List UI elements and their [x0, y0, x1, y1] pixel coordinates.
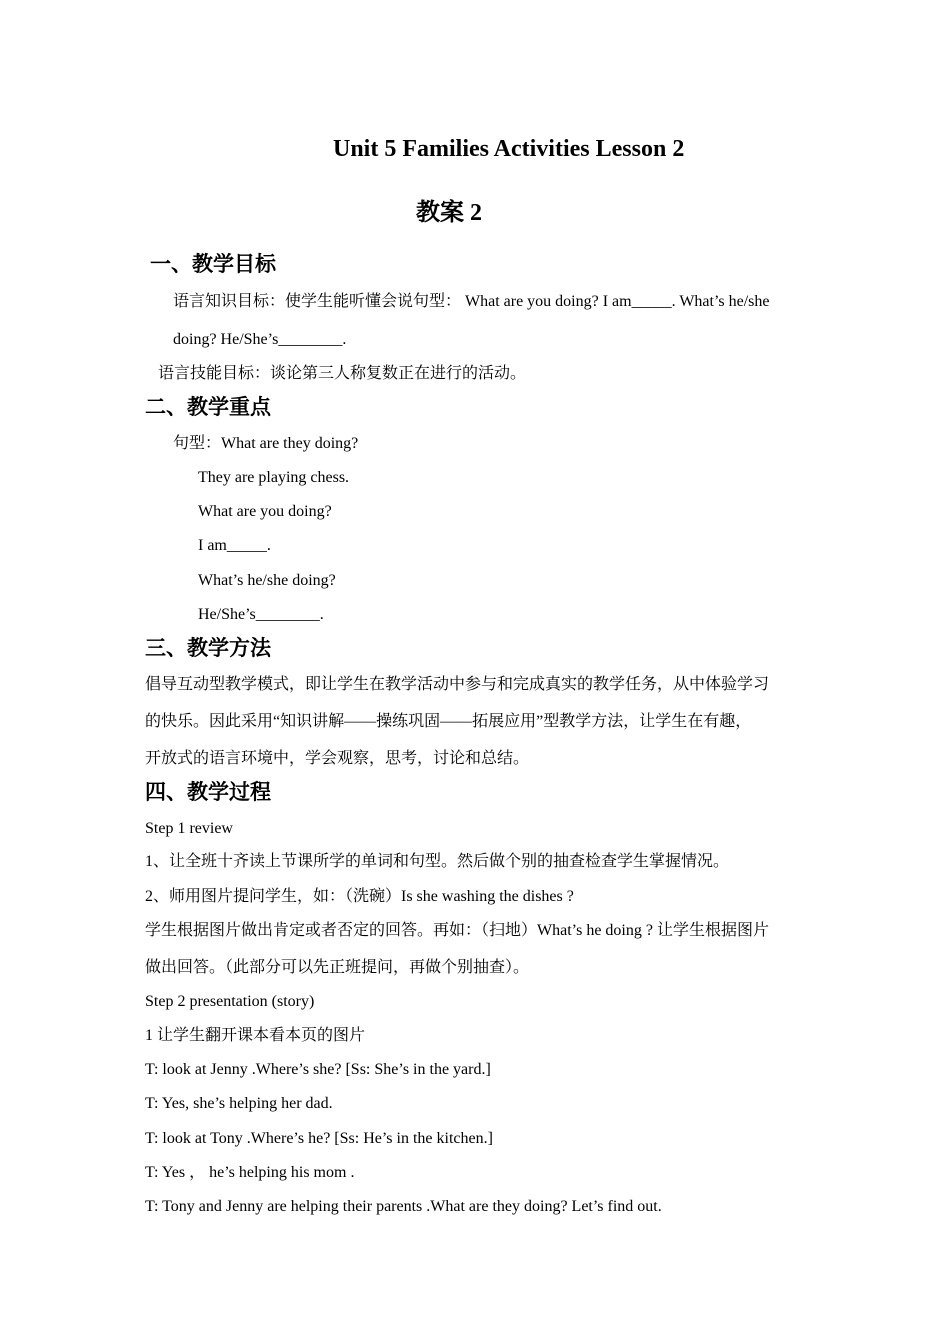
- key-point-line: 句型：What are they doing?: [173, 435, 359, 452]
- document-subtitle: 教案 2: [416, 200, 482, 226]
- process-line: T: look at Jenny .Where’s she? [Ss: She’s in the yard.]: [145, 1061, 491, 1078]
- process-line: 学生根据图片做出肯定或者否定的回答。再如：（扫地）What’s he doing ? 让学生根据图片: [145, 922, 769, 939]
- key-point-line: I am_____.: [198, 537, 271, 554]
- process-line: 1、让全班十齐读上节课所学的单词和句型。然后做个别的抽查检查学生掌握情况。: [145, 853, 730, 870]
- objective-language-skill: 语言技能目标：谈论第三人称复数正在进行的活动。: [158, 365, 527, 382]
- section-heading-process: 四、教学过程: [145, 780, 271, 804]
- key-point-line: He/She’s________.: [198, 606, 324, 623]
- process-line: T: Tony and Jenny are helping their parents .What are they doing? Let’s find out.: [145, 1198, 662, 1215]
- process-line: 做出回答。（此部分可以先正班提问，再做个别抽查）。: [145, 959, 530, 976]
- objective-language-knowledge-cont: doing? He/She’s________.: [173, 331, 347, 348]
- process-line: T: Yes ， he’s helping his mom .: [145, 1164, 355, 1181]
- section-heading-key-points: 二、教学重点: [145, 395, 271, 419]
- method-paragraph-line: 的快乐。因此采用“知识讲解——操练巩固——拓展应用”型教学方法，让学生在有趣，: [145, 713, 752, 730]
- objective-language-knowledge: 语言知识目标：使学生能听懂会说句型： What are you doing? I am_____. What’s he/she: [173, 293, 770, 310]
- document-title: Unit 5 Families Activities Lesson 2: [333, 136, 685, 162]
- process-line: T: Yes, she’s helping her dad.: [145, 1095, 333, 1112]
- process-line: Step 1 review: [145, 820, 233, 837]
- key-point-line: What are you doing?: [198, 503, 332, 520]
- process-line: Step 2 presentation (story): [145, 993, 315, 1010]
- process-line: T: look at Tony .Where’s he? [Ss: He’s in the kitchen.]: [145, 1130, 493, 1147]
- method-paragraph-line: 开放式的语言环境中，学会观察，思考，讨论和总结。: [145, 750, 530, 767]
- section-heading-methods: 三、教学方法: [145, 636, 271, 660]
- method-paragraph-line: 倡导互动型教学模式，即让学生在教学活动中参与和完成真实的教学任务，从中体验学习: [145, 676, 770, 693]
- process-line: 2、师用图片提问学生，如：（洗碗）Is she washing the dishes ?: [145, 888, 574, 905]
- key-point-line: What’s he/she doing?: [198, 572, 336, 589]
- key-point-line: They are playing chess.: [198, 469, 350, 486]
- section-heading-objectives: 一、教学目标: [150, 252, 276, 276]
- process-line: 1 让学生翻开课本看本页的图片: [145, 1027, 366, 1044]
